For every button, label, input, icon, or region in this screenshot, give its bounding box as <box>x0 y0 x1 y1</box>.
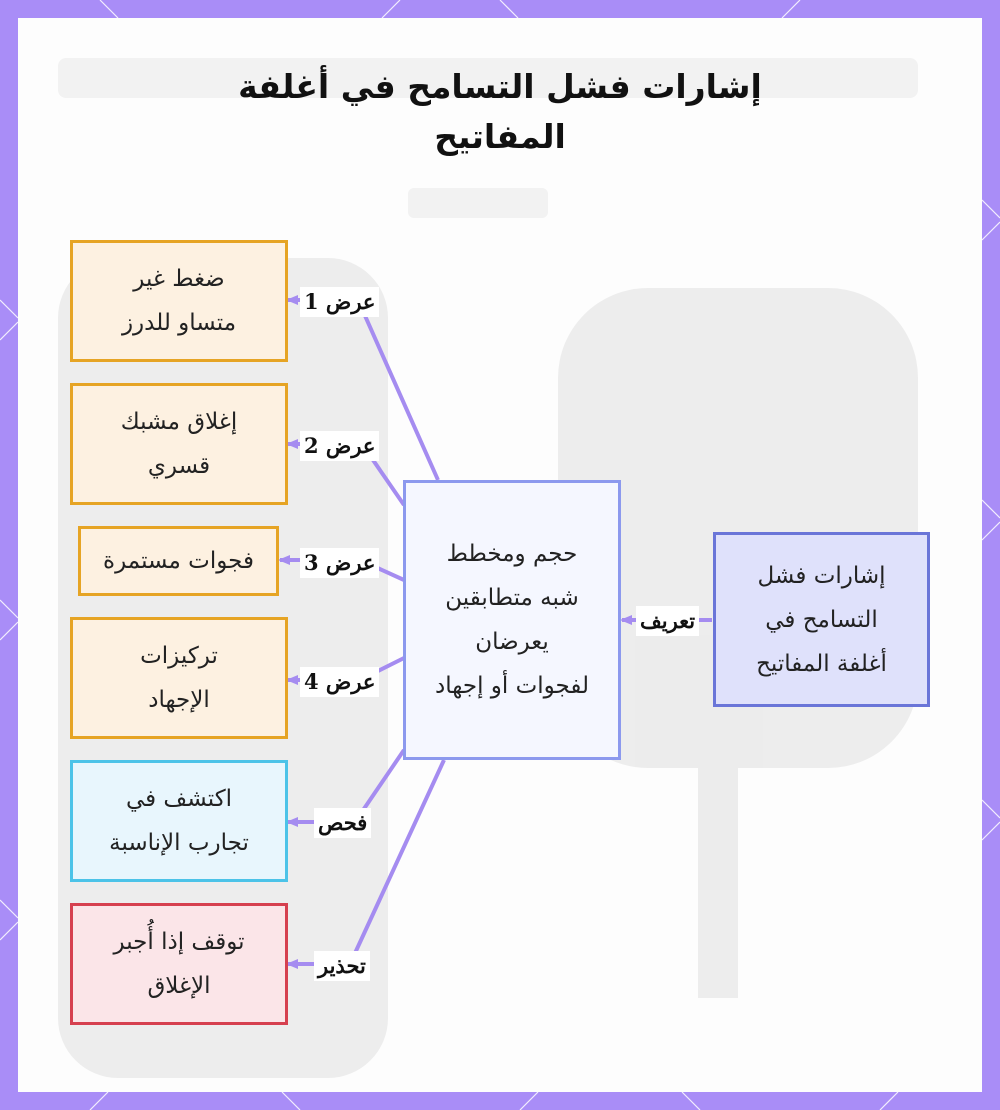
title-line-1: إشارات فشل التسامح في أغلفة <box>238 67 762 106</box>
node-forced-clip-line-2: قسري <box>147 453 211 479</box>
edge-label-define: تعريف <box>636 606 699 636</box>
edge-label-show-2: عرض 2 <box>300 431 379 461</box>
node-stop-forced-line-1: توقف إذا أُجبر <box>113 929 245 955</box>
edge-label-show-4: عرض 4 <box>300 667 379 697</box>
edge-label-show-1: عرض 1 <box>300 287 379 317</box>
node-uneven-pressure-line-2: متساو للدرز <box>121 310 237 336</box>
node-center-line-4: لفجوات أو إجهاد <box>435 673 589 699</box>
node-forced-clip[interactable] <box>70 383 288 505</box>
node-explore-fit-trials[interactable] <box>70 760 288 882</box>
node-persistent-gaps[interactable] <box>78 526 279 596</box>
node-explore-fit-line-1: اكتشف في <box>125 786 233 812</box>
node-center-size-outline[interactable] <box>403 480 621 760</box>
node-forced-clip-line-1: إغلاق مشبك <box>120 409 238 435</box>
edge-label-show-3: عرض 3 <box>300 548 379 578</box>
node-uneven-pressure[interactable] <box>70 240 288 362</box>
node-persistent-gaps-line-1: فجوات مستمرة <box>103 548 254 574</box>
node-explore-fit-line-2: تجارب الإناسبة <box>109 830 249 856</box>
edge-label-warning: تحذير <box>314 951 370 981</box>
node-source-line-2: التسامح في <box>765 606 878 633</box>
node-source-line-3: أغلفة المفاتيح <box>756 650 887 677</box>
edge-label-inspect: فحص <box>314 808 371 838</box>
node-stress-concentrations[interactable] <box>70 617 288 739</box>
node-stop-forced-line-2: الإغلاق <box>147 973 211 999</box>
node-stress-concentrations-line-1: تركيزات <box>140 643 218 669</box>
node-stress-concentrations-line-2: الإجهاد <box>148 687 210 713</box>
node-uneven-pressure-line-1: ضغط غير <box>133 266 225 292</box>
node-center-line-3: يعرضان <box>475 629 549 655</box>
title-line-2: المفاتيح <box>434 117 566 156</box>
node-stop-if-forced[interactable] <box>70 903 288 1025</box>
node-center-line-2: شبه متطابقين <box>445 585 579 611</box>
node-source-tolerance-failure-signs[interactable] <box>713 532 930 707</box>
node-center-line-1: حجم ومخطط <box>446 541 578 567</box>
node-source-line-1: إشارات فشل <box>757 562 886 589</box>
edge-warning-line <box>288 760 444 964</box>
